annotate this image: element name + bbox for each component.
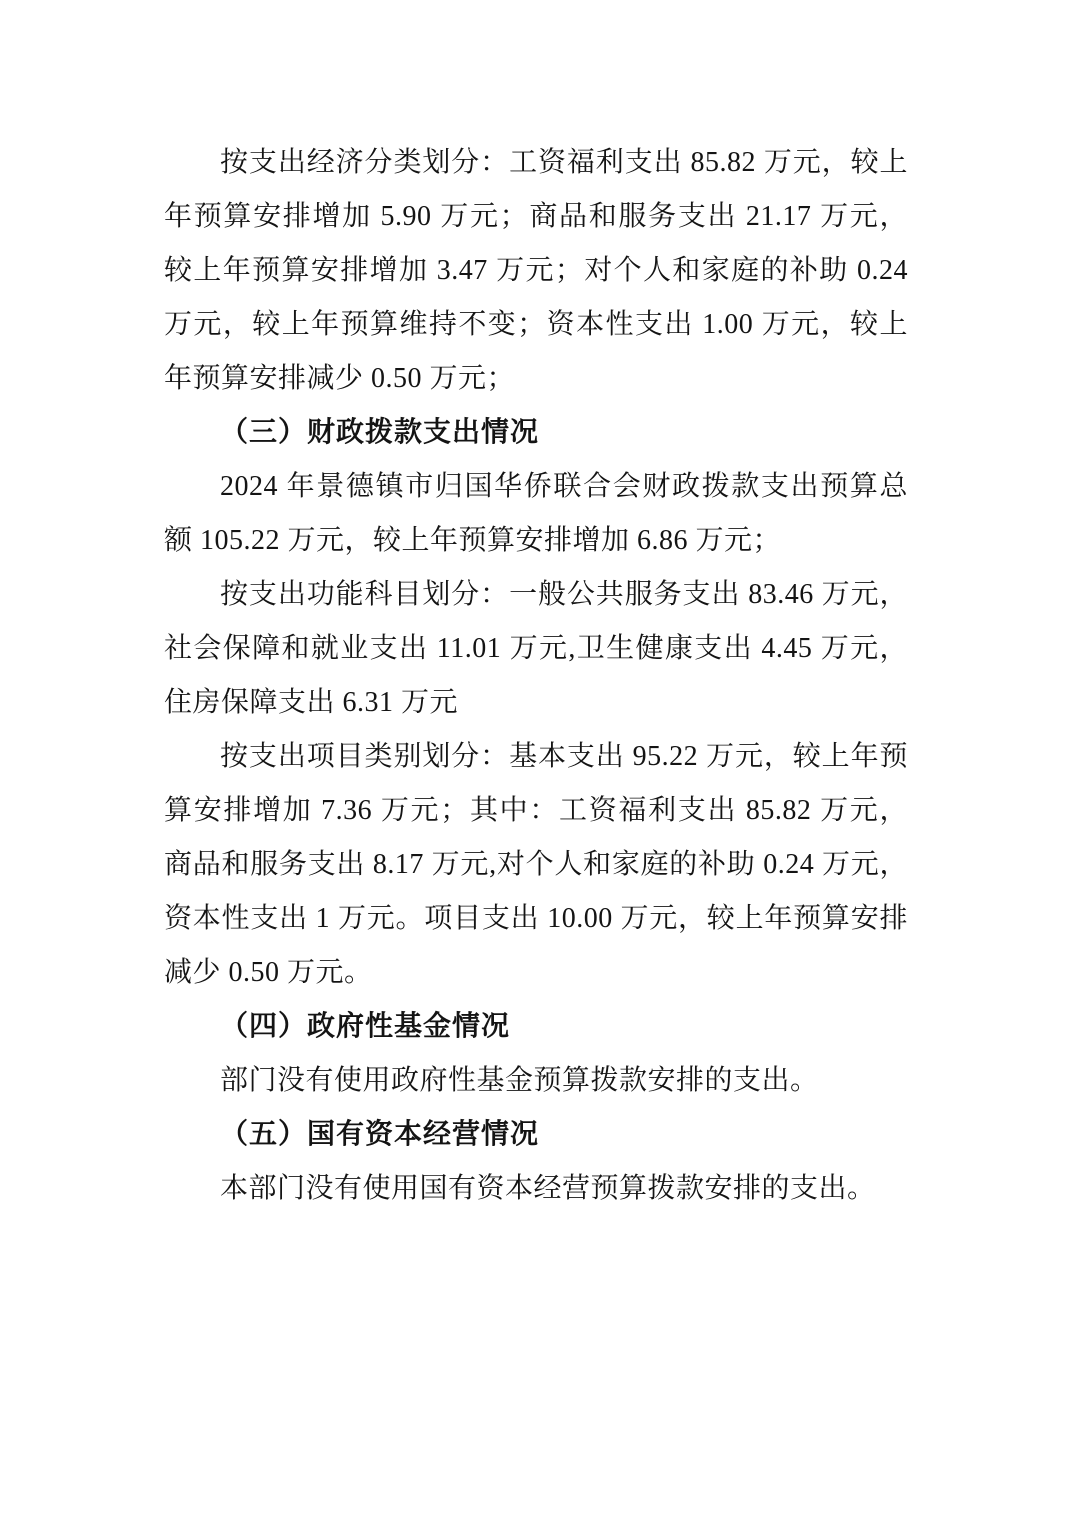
section-heading: （五）国有资本经营情况 [220, 1119, 540, 1150]
body-paragraph: 按支出经济分类划分：工资福利支出 85.82 万元，较上年预算安排增加 5.90 万元；商品和服务支出 21.17 万元，较上年预算安排增加 3.47 万元；对个人和家庭的补助 0.24 万元，较上年预算维持不变；资本性支出 1.00 万元，较上年预算安排减少 0.50 万元； [164, 147, 908, 394]
body-paragraph: 部门没有使用政府性基金预算拨款安排的支出。 [220, 1065, 819, 1096]
section-heading: （四）政府性基金情况 [220, 1011, 511, 1042]
body-paragraph: 按支出项目类别划分：基本支出 95.22 万元，较上年预算安排增加 7.36 万元；其中：工资福利支出 85.82 万元，商品和服务支出 8.17 万元,对个人和家庭的补助 0.24 万元，资本性支出 1 万元。项目支出 10.00 万元，较上年预算安排减少 0.50 万元。 [164, 741, 908, 988]
body-paragraph: 本部门没有使用国有资本经营预算拨款安排的支出。 [220, 1173, 876, 1204]
section-heading: （三）财政拨款支出情况 [220, 417, 540, 448]
body-paragraph: 2024 年景德镇市归国华侨联合会财政拨款支出预算总额 105.22 万元，较上年预算安排增加 6.86 万元； [164, 471, 908, 556]
document-body [164, 136, 908, 1216]
body-paragraph: 按支出功能科目划分：一般公共服务支出 83.46 万元，社会保障和就业支出 11.01 万元,卫生健康支出 4.45 万元，住房保障支出 6.31 万元 [164, 579, 908, 718]
